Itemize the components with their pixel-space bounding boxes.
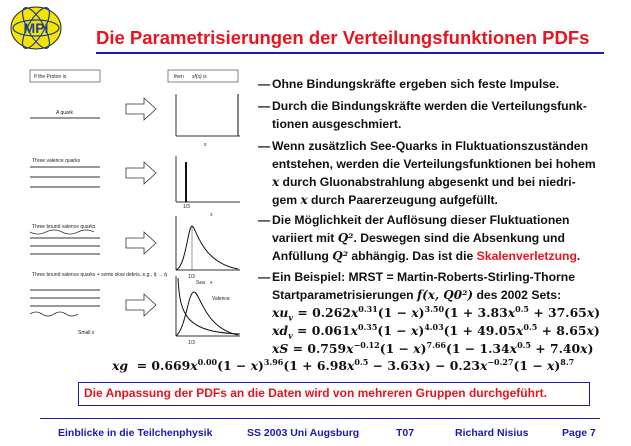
bullet-1: — Ohne Bindungskräfte ergeben sich feste Impulse.	[258, 77, 560, 91]
mpi-logo	[8, 4, 64, 52]
equation-xg: xg = $0.669x^{0.00}(1 - x)^{3.96}(1 + 6.98x^{0.5} - 3.63x) - 0.23x^{-0.27}(1 - x)^{8.7}$	[112, 357, 575, 374]
svg-text:1/3: 1/3	[188, 340, 195, 346]
svg-text:Sea: Sea	[196, 280, 205, 286]
footer-page: Page 7	[562, 427, 596, 439]
equation-xdv: $xd_v = 0.061x^{0.35}(1 - x)^{4.03}(1 + 49.05x^{0.5} + 8.65x)$	[272, 322, 600, 341]
svg-text:then: then	[174, 74, 184, 80]
arrow-icon	[126, 294, 156, 316]
svg-text:Valence: Valence	[212, 296, 230, 302]
svg-text:1/3: 1/3	[188, 274, 195, 280]
svg-text:x: x	[210, 212, 213, 218]
pdf-sketch-figure	[28, 66, 250, 348]
svg-text:x: x	[210, 280, 213, 286]
note-text: Die Anpassung der PDFs an die Daten wird von mehreren Gruppen durchgeführt.	[84, 386, 547, 400]
footer-code: T07	[396, 427, 415, 439]
svg-text:If the Proton is: If the Proton is	[34, 74, 67, 80]
bullet-4: — Die Möglichkeit der Auflösung dieser Fluktuationen variiert mit Q². Deswegen sind die Absenkung und Anfüllung Q² abhängig. Das ist die Skalenverletzung.	[258, 213, 581, 263]
footer-rule	[40, 418, 600, 419]
svg-text:Three bound valence quarks + s: Three bound valence quarks + some slow debris, e.g., q̄ → q̄	[32, 272, 167, 278]
equation-xs: xS = $0.759x^{-0.12}(1 - x)^{7.66}(1 - 1.34x^{0.5} + 7.40x)$	[272, 340, 594, 357]
footer-course: Einblicke in die Teilchenphysik	[58, 427, 213, 439]
arrow-icon	[126, 98, 156, 120]
svg-text:1/3: 1/3	[183, 204, 190, 210]
svg-text:A quark: A quark	[56, 110, 73, 116]
svg-text:MPI: MPI	[23, 20, 49, 36]
svg-text:x: x	[204, 142, 207, 148]
arrow-icon	[126, 162, 156, 184]
footer-semester: SS 2003 Uni Augsburg	[247, 427, 360, 439]
svg-text:Three valence quarks: Three valence quarks	[32, 158, 81, 164]
svg-text:Three bound valence quarks: Three bound valence quarks	[32, 224, 96, 230]
footer-author: Richard Nisius	[455, 427, 529, 439]
bullet-2: — Durch die Bindungskräfte werden die Verteilungsfunk- tionen ausgeschmiert.	[258, 99, 587, 131]
equation-xuv: $xu_v = 0.262x^{0.31}(1 - x)^{3.50}(1 + 3.83x^{0.5} + 37.65x)$	[272, 304, 601, 323]
arrow-icon	[126, 232, 156, 254]
svg-text:Small x: Small x	[78, 330, 95, 336]
slide-title: Die Parametrisierungen der Verteilungsfunktionen PDFs	[96, 27, 590, 48]
title-rule	[96, 52, 604, 54]
bullet-5: — Ein Beispiel: MRST = Martin-Roberts-Stirling-Thorne Startparametrisierungen f(x, Q0²) des 2002 Sets:	[258, 270, 576, 302]
svg-text:xf(x) is: xf(x) is	[192, 74, 207, 80]
bullet-3: — Wenn zusätzlich See-Quarks in Fluktuationszuständen entstehen, werden die Verteilungsfunktionen bei hohem x durch Gluonabstrahlung abgesenkt und bei niedri- gem x durch Paarerzeugung aufgefüllt.	[258, 139, 596, 207]
